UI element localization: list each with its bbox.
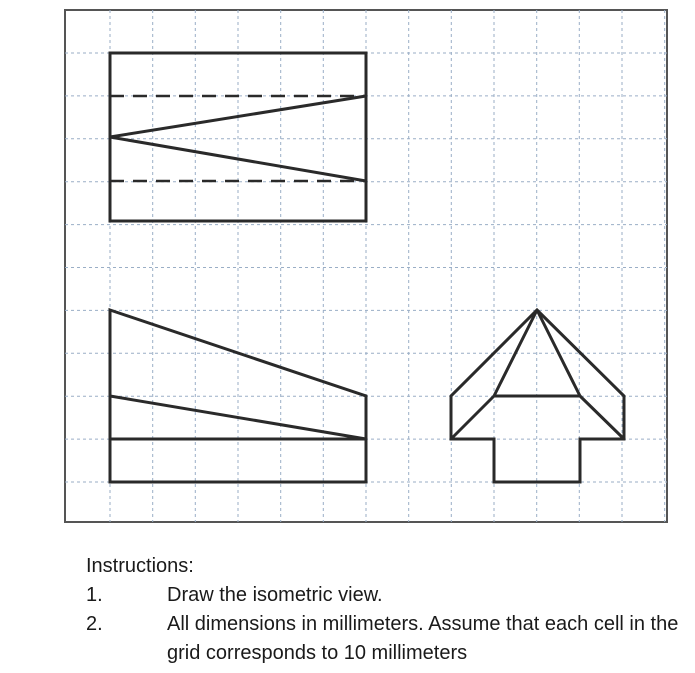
instruction-step-number: 1. — [86, 584, 103, 606]
instruction-step-number: 2. — [86, 613, 103, 635]
instruction-step-2 — [86, 610, 686, 668]
instruction-step-1 — [86, 581, 686, 610]
instructions-block — [86, 552, 686, 668]
instruction-step-text: Draw the isometric view. — [167, 584, 383, 606]
instructions-heading: Instructions: — [86, 555, 194, 577]
instruction-step-text: All dimensions in millimeters. Assume that each cell in the grid corresponds to 10 millimeters — [167, 613, 679, 664]
